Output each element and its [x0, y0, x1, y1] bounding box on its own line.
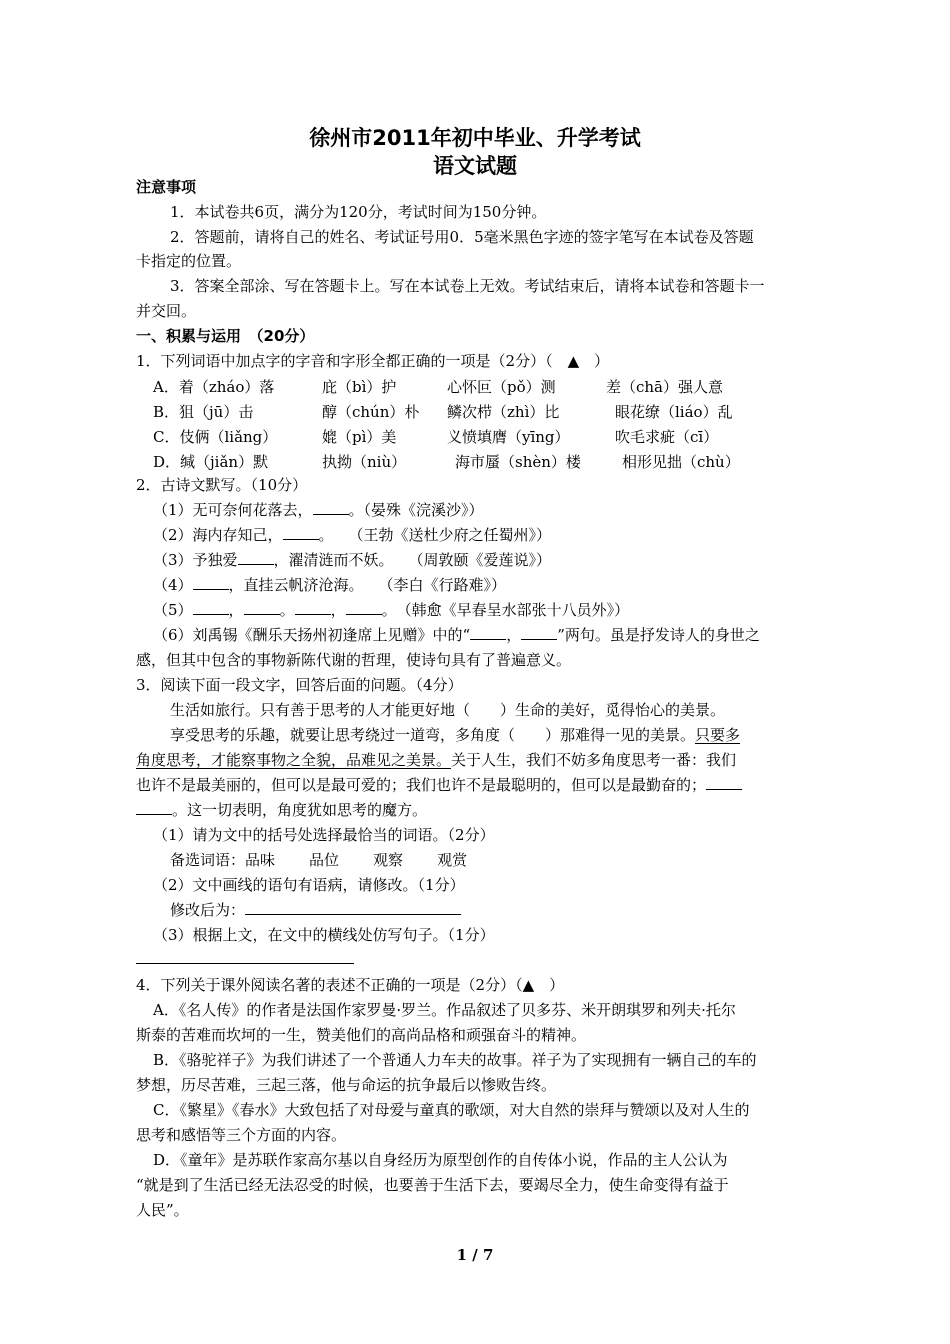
q3-passage-text: 享受思考的乐趣，就要让思考绕过一道弯，多角度（ ）那难得一见的美景。	[170, 726, 696, 744]
q1-option-b-word-3: 鳞次栉（zhì）比	[447, 403, 560, 421]
q2-item-2	[153, 525, 551, 545]
q3-passage-text: 关于人生，我们不妨多角度思考一番：我们	[451, 751, 737, 769]
notice-line-2a: 2．答题前，请将自己的姓名、考试证号用0．5毫米黑色字迹的签字笔写在本试卷及答题	[170, 228, 754, 246]
q4-option-d-line-2: “就是到了生活已经无法忍受的时候，也要善于生活下去，要竭尽全力，使生命变得有益于	[136, 1176, 729, 1194]
q1-option-d-word-1: D．缄（jiǎn）默	[153, 453, 269, 471]
q3-revise-row	[170, 900, 461, 920]
underlined-sentence: 角度思考，才能察事物之全貌，品难见之美景。	[136, 751, 452, 769]
q3-sub-question-2: （2）文中画线的语句有语病，请修改。（1分）	[153, 876, 465, 894]
exam-title: 徐州市2011年初中毕业、升学考试	[309, 126, 641, 150]
q4-option-a-line-1: A．《名人传》的作者是法国作家罗曼·罗兰。作品叙述了贝多芬、米开朗琪罗和列夫·托尔	[153, 1001, 736, 1019]
word-option-3: 观察	[373, 851, 404, 869]
q2-item-6-continued: 感，但其中包含的事物新陈代谢的哲理，使诗句具有了普遍意义。	[136, 651, 572, 669]
q4-option-d-line-1: D．《童年》是苏联作家高尔基以自身经历为原型创作的自传体小说，作品的主人公认为	[153, 1151, 728, 1169]
q1-option-a-word-3: 心怀叵（pǒ）测	[447, 378, 556, 396]
answer-blank[interactable]	[283, 525, 319, 540]
q3-answer-line[interactable]	[136, 963, 354, 964]
q3-passage-para-1: 生活如旅行。只有善于思考的人才能更好地（ ）生命的美好，觅得怡心的美景。	[170, 701, 726, 719]
word-option-2: 品位	[309, 851, 340, 869]
q3-passage-text: 。这一切表明，角度犹如思考的魔方。	[172, 801, 428, 819]
q3-sub-question-3: （3）根据上文，在文中的横线处仿写句子。（1分）	[153, 926, 495, 944]
revise-label: 修改后为：	[170, 901, 246, 919]
q3-passage-para-2-line-2	[136, 750, 736, 770]
page-number: 1 / 7	[456, 1246, 494, 1264]
word-option-4: 观赏	[437, 851, 468, 869]
answer-blank[interactable]	[193, 600, 229, 615]
q3-stem: 3．阅读下面一段文字，回答后面的问题。（4分）	[136, 676, 463, 694]
answer-blank[interactable]	[193, 575, 229, 590]
q2-item-1	[153, 500, 484, 520]
section-1-heading: 一、积累与运用 （20分）	[136, 327, 315, 345]
notice-line-3b: 并交回。	[136, 302, 197, 320]
q1-option-b-word-4: 眼花缭（liáo）乱	[615, 403, 733, 421]
answer-blank[interactable]	[136, 800, 172, 815]
q2-item-6-text: （6）刘禹锡《酬乐天扬州初逢席上见赠》中的“	[153, 626, 471, 644]
q4-option-d-line-3: 人民”。	[136, 1201, 189, 1219]
q2-item-5-label: （5）	[153, 601, 193, 619]
q3-word-options	[170, 850, 467, 870]
q3-sub-question-1: （1）请为文中的括号处选择最恰当的词语。（2分）	[153, 826, 495, 844]
q1-option-c-word-1: C．伎俩（liǎng）	[153, 428, 278, 446]
answer-blank[interactable]	[346, 600, 382, 615]
q4-option-b-line-1: B．《骆驼祥子》为我们讲述了一个普通人力车夫的故事。祥子为了实现拥有一辆自己的车的	[153, 1051, 757, 1069]
q2-item-2-text: （2）海内存知己，	[153, 526, 283, 544]
q2-item-3-source: ，濯清涟而不妖。 （周敦颐《爱莲说》）	[273, 551, 552, 569]
answer-blank[interactable]	[244, 600, 280, 615]
answer-blank[interactable]	[313, 500, 349, 515]
q1-stem: 1．下列词语中加点字的字音和字形全都正确的一项是（2分）（ ▲ ）	[136, 352, 610, 370]
answer-blank[interactable]	[470, 625, 506, 640]
notice-line-2b: 卡指定的位置。	[136, 252, 242, 270]
q2-item-5-period-1: 。	[279, 601, 295, 619]
q1-option-a-word-2: 庇（bì）护	[322, 378, 397, 396]
q4-option-c-line-1: C．《繁星》《春水》大致包括了对母爱与童真的歌颂，对大自然的崇拜与赞颂以及对人生的	[153, 1101, 750, 1119]
q2-item-4	[153, 575, 506, 595]
q2-item-1-source: 。（晏殊《浣溪沙》）	[348, 501, 484, 519]
q4-option-c-line-2: 思考和感悟等三个方面的内容。	[136, 1126, 347, 1144]
q2-item-2-source: 。 （王勃《送杜少府之任蜀州》）	[318, 526, 552, 544]
q2-item-5-source: 。 （韩愈《早春呈水部张十八员外》）	[381, 601, 630, 619]
q1-option-c-word-3: 义愤填膺（yīng）	[447, 428, 570, 446]
q1-option-b-word-1: B．狙（jū）击	[153, 403, 254, 421]
q3-passage-para-2-line-4	[136, 800, 427, 820]
notice-line-1: 1．本试卷共6页，满分为120分，考试时间为150分钟。	[170, 203, 547, 221]
q2-item-1-text: （1）无可奈何花落去，	[153, 501, 313, 519]
q3-passage-text: 也许不是最美丽的，但可以是最可爱的；我们也许不是最聪明的，但可以是最勤奋的；	[136, 776, 707, 794]
q4-stem: 4．下列关于课外阅读名著的表述不正确的一项是（2分）（▲ ）	[136, 976, 565, 994]
answer-blank[interactable]	[521, 625, 557, 640]
q2-item-3	[153, 550, 551, 570]
q1-option-b-word-2: 醇（chún）朴	[322, 403, 420, 421]
notice-line-3a: 3．答案全部涂、写在答题卡上。写在本试卷上无效。考试结束后，请将本试卷和答题卡一	[170, 277, 765, 295]
q2-stem: 2．古诗文默写。（10分）	[136, 476, 308, 494]
q3-passage-para-2-line-1	[170, 725, 740, 745]
q2-item-6-tail: ”两句。虽是抒发诗人的身世之	[557, 626, 760, 644]
q2-item-6-comma: ，	[506, 626, 522, 644]
q1-option-c-word-2: 媲（pì）美	[322, 428, 397, 446]
underlined-sentence: 只要多	[695, 726, 741, 744]
q1-option-a-word-4: 差（chā）强人意	[606, 378, 724, 396]
answer-blank[interactable]	[706, 775, 742, 790]
q2-item-3-text: （3）予独爱	[153, 551, 238, 569]
q3-passage-para-2-line-3	[136, 775, 742, 795]
q1-option-d-word-2: 执拗（niù）	[322, 453, 407, 471]
q1-option-d-word-4: 相形见拙（chù）	[622, 453, 740, 471]
word-option-1: 品味	[245, 851, 276, 869]
notice-heading: 注意事项	[136, 178, 197, 196]
q1-option-a-word-1: A．着（zháo）落	[153, 378, 275, 396]
answer-blank[interactable]	[238, 550, 274, 565]
q2-item-4-text: （4）	[153, 576, 193, 594]
q4-option-b-line-2: 梦想，历尽苦难，三起三落，他与命运的抗争最后以惨败告终。	[136, 1076, 557, 1094]
options-label: 备选词语：	[170, 851, 246, 869]
exam-subtitle: 语文试题	[433, 154, 517, 178]
q2-item-5-comma-1: ，	[228, 601, 244, 619]
q2-item-5-comma-2: ，	[330, 601, 346, 619]
q2-item-5	[153, 600, 629, 620]
revise-answer-line[interactable]	[245, 900, 461, 915]
q2-item-4-source: ，直挂云帆济沧海。 （李白《行路难》）	[228, 576, 507, 594]
q2-item-6	[153, 625, 760, 645]
q4-option-a-line-2: 斯泰的苦难而坎坷的一生，赞美他们的高尚品格和顽强奋斗的精神。	[136, 1026, 587, 1044]
answer-blank[interactable]	[295, 600, 331, 615]
q1-option-c-word-4: 吹毛求疵（cī）	[615, 428, 719, 446]
q1-option-d-word-3: 海市蜃（shèn）楼	[455, 453, 581, 471]
